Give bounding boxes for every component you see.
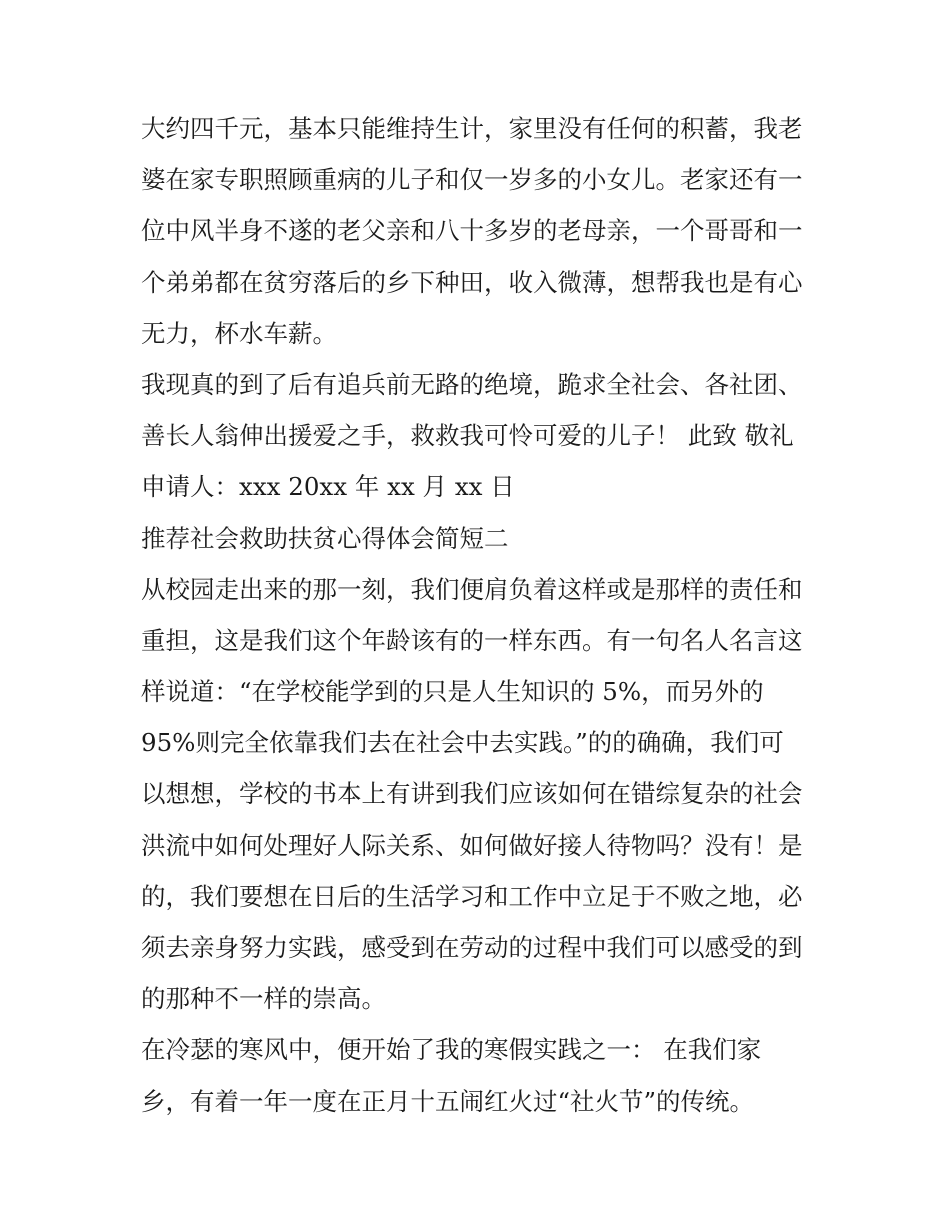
paragraph-line: 以想想，学校的书本上有讲到我们应该如何在错综复杂的社会 xyxy=(141,779,803,809)
paragraph-line: 乡，有着一年一度在正月十五闹红火过“社火节”的传统。 xyxy=(141,1086,755,1116)
paragraph-line: 样说道：“在学校能学到的只是人生知识的 5%，而另外的 xyxy=(141,677,764,707)
paragraph-line: 的，我们要想在日后的生活学习和工作中立足于不败之地，必 xyxy=(141,881,803,911)
paragraph-line: 的那种不一样的崇高。 xyxy=(141,984,386,1014)
paragraph-line: 大约四千元，基本只能维持生计，家里没有任何的积蓄，我老 xyxy=(141,114,803,143)
paragraph-line: 在冷瑟的寒风中，便开始了我的寒假实践之一： 在我们家 xyxy=(141,1035,762,1065)
paragraph-line: 洪流中如何处理好人际关系、如何做好接人待物吗？没有！是 xyxy=(141,830,803,860)
paragraph-line: 无力，杯水车薪。 xyxy=(141,318,337,348)
paragraph-line: 位中风半身不遂的老父亲和八十多岁的老母亲，一个哥哥和一 xyxy=(141,216,803,246)
section-heading: 推荐社会救助扶贫心得体会简短二 xyxy=(141,523,509,553)
paragraph-line: 善长人翁伸出援爱之手，救救我可怜可爱的儿子！ 此致 敬礼 xyxy=(141,421,794,451)
paragraph-line: 重担，这是我们这个年龄该有的一样东西。有一句名人名言这 xyxy=(141,625,803,655)
paragraph-line: 95%则完全依靠我们去在社会中去实践。”的的确确，我们可 xyxy=(141,728,784,758)
paragraph-line: 从校园走出来的那一刻，我们便肩负着这样或是那样的责任和 xyxy=(141,574,803,604)
paragraph-line: 我现真的到了后有追兵前无路的绝境，跪求全社会、各社团、 xyxy=(141,369,803,399)
document-body xyxy=(141,103,821,1127)
paragraph-line: 婆在家专职照顾重病的儿子和仅一岁多的小女儿。老家还有一 xyxy=(141,165,803,195)
paragraph-line: 须去亲身努力实践，感受到在劳动的过程中我们可以感受的到 xyxy=(141,933,803,962)
signature-line: 申请人：xxx 20xx 年 xx 月 xx 日 xyxy=(141,472,515,502)
paragraph-line: 个弟弟都在贫穷落后的乡下种田，收入微薄，想帮我也是有心 xyxy=(141,267,803,297)
